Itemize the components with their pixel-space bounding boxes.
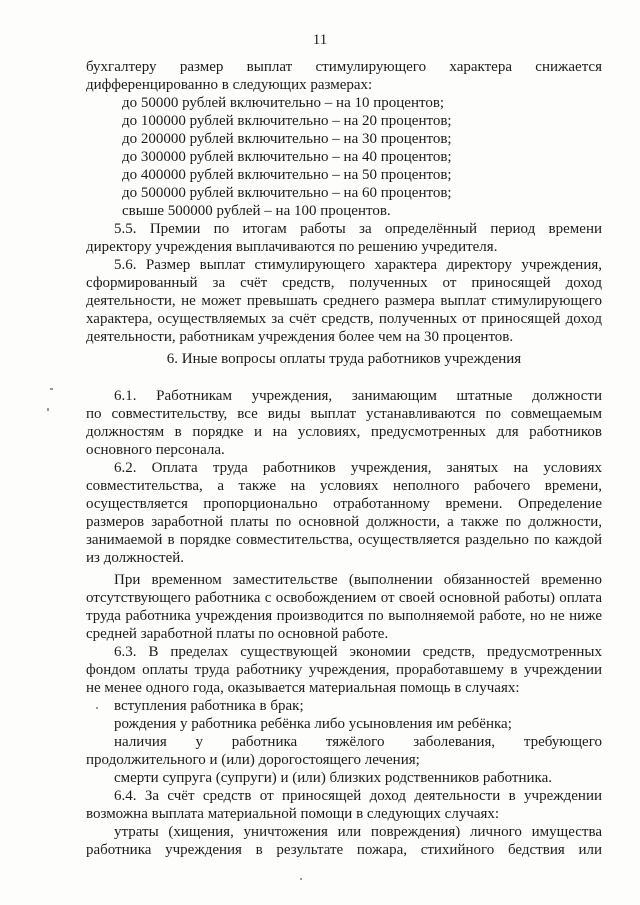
page-number: 11 — [312, 32, 328, 48]
list-item: смерти супруга (супруги) и (или) близких родственников работника. — [114, 770, 552, 786]
text-line: из должностей. — [86, 550, 185, 566]
section-heading: 6. Иные вопросы оплаты труда работников учреждения — [166, 351, 522, 367]
text-line: осуществляется пропорционально отработанному времени. Определение — [86, 496, 602, 512]
text-line: должностям в порядке и на условиях, предусмотренных для работников — [86, 424, 602, 440]
list-item: до 100000 рублей включительно – на 20 процентов; — [122, 113, 452, 129]
text-line: 6.1. Работникам учреждения, занимающим штатные должности — [114, 388, 602, 404]
text-line: При временном заместительстве (выполнении обязанностей временно — [114, 572, 602, 588]
scan-speck — [96, 707, 98, 709]
text-line: дифференцированно в следующих размерах: — [86, 77, 373, 93]
text-line: утраты (хищения, уничтожения или повреждения) личного имущества — [114, 824, 602, 840]
text-line: труда работника учреждения производится по выполняемой работе, но не ниже — [86, 608, 602, 624]
list-item: до 300000 рублей включительно – на 40 процентов; — [122, 149, 452, 165]
text-line: по совместительству, все виды выплат устанавливаются по совмещаемым — [86, 406, 602, 422]
text-line: основного персонала. — [86, 442, 225, 458]
text-line: 6.3. В пределах существующей экономии средств, предусмотренных — [114, 644, 602, 660]
text-line: размеров заработной платы по основной должности, а также по должности, — [86, 514, 602, 530]
text-line: отсутствующего работника с освобождением от своей основной работы) оплата — [86, 590, 602, 606]
list-item: рождения у работника ребёнка либо усыновления им ребёнка; — [114, 716, 512, 732]
text-line: работника учреждения в результате пожара, стихийного бедствия или — [86, 842, 602, 858]
list-item: до 200000 рублей включительно – на 30 процентов; — [122, 131, 452, 147]
list-item: до 50000 рублей включительно – на 10 процентов; — [122, 95, 445, 111]
text-line: 6.4. За счёт средств от приносящей доход деятельности в учреждении — [114, 788, 602, 804]
scan-speck — [47, 408, 49, 411]
text-line: 5.6. Размер выплат стимулирующего характера директору учреждения, — [114, 257, 602, 273]
text-line: совместительства, а также на условиях неполного рабочего времени, — [86, 478, 602, 494]
scan-speck — [300, 878, 302, 880]
text-line: 6.2. Оплата труда работников учреждения, занятых на условиях — [114, 460, 602, 476]
list-item: свыше 500000 рублей – на 100 процентов. — [122, 203, 391, 219]
text-line: фондом оплаты труда работнику учреждения, проработавшему в учреждении — [86, 662, 602, 678]
text-line: занимаемой в порядке совместительства, осуществляется раздельно по каждой — [86, 532, 602, 548]
list-item: вступления работника в брак; — [114, 698, 304, 714]
text-line: сформированный за счёт средств, полученных от приносящей доход — [86, 275, 602, 291]
text-line: характера, осуществляемых за счёт средств, полученных от приносящей доход — [86, 311, 602, 327]
text-line: 5.5. Премии по итогам работы за определённый период времени — [114, 221, 602, 237]
text-line: деятельности, работникам учреждения более чем на 30 процентов. — [86, 329, 514, 345]
text-line: возможна выплата материальной помощи в следующих случаях: — [86, 806, 500, 822]
text-line: средней заработной платы по основной работе. — [86, 626, 389, 642]
list-item: до 500000 рублей включительно – на 60 процентов; — [122, 185, 452, 201]
text-line: не менее одного года, оказывается материальная помощь в случаях: — [86, 680, 520, 696]
text-line: бухгалтеру размер выплат стимулирующего характера снижается — [86, 59, 602, 75]
scan-speck — [50, 388, 53, 390]
list-item: до 400000 рублей включительно – на 50 процентов; — [122, 167, 452, 183]
text-line: продолжительного и (или) дорогостоящего лечения; — [86, 752, 420, 768]
text-line: директору учреждения выплачиваются по решению учредителя. — [86, 239, 498, 255]
text-line: деятельности, не может превышать среднего размера выплат стимулирующего — [86, 293, 602, 309]
list-item: наличия у работника тяжёлого заболевания, требующего — [114, 734, 602, 750]
